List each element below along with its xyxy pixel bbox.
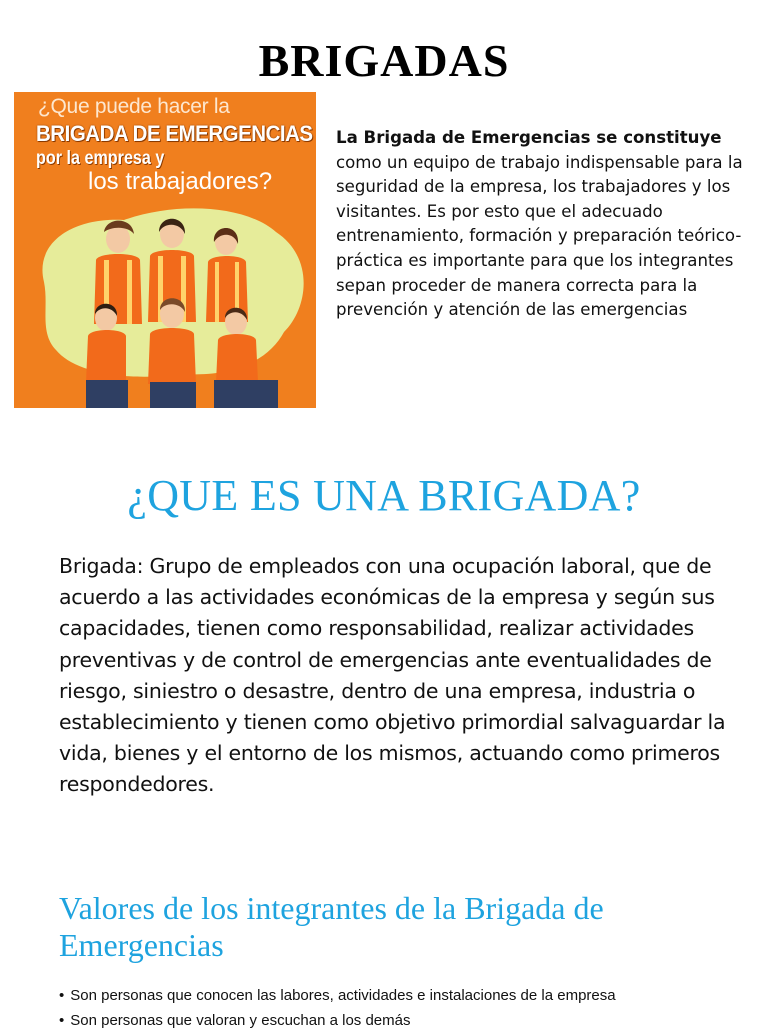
- definition-paragraph: Brigada: Grupo de empleados con una ocupación laboral, que de acuerdo a las actividades económicas de la empresa y según sus capacidades, tienen como responsabilidad, realizar actividades preventivas y de control de emergencias ante eventualidades de riesgo, siniestro o desastre, dentro de una empresa, industria o establecimiento y tienen como objetivo primordial salvaguardar la vida, bienes y el entorno de los mismos, actuando como primeros respondedores.: [59, 554, 726, 797]
- intro-body: como un equipo de trabajo indispensable para la seguridad de la empresa, los trabajadores y los visitantes. Es por esto que el adecuado entrenamiento, formación y preparación teórico-práctica es importante para que los integrantes sepan proceder de manera correcta para la prevención y atención de las emergencias: [336, 152, 743, 320]
- section-heading-what: ¿QUE ES UNA BRIGADA?: [127, 471, 641, 520]
- section-heading-values: Valores de los integrantes de la Brigada de Emergencias: [59, 890, 604, 963]
- poster-line-2: BRIGADA DE EMERGENCIAS: [36, 121, 313, 146]
- poster-line-3: por la empresa y: [36, 148, 165, 169]
- poster-line-4: los trabajadores?: [88, 168, 273, 195]
- poster-line-1: ¿Que puede hacer la: [38, 95, 230, 118]
- intro-bold-lead: La Brigada de Emergencias se constituye: [336, 128, 722, 147]
- page-title: BRIGADAS: [258, 35, 510, 86]
- list-item: • Son personas que conocen las labores, actividades e instalaciones de la empresa: [59, 983, 759, 1008]
- intro-paragraph: [336, 126, 756, 323]
- values-list: [59, 983, 759, 1033]
- brigade-poster-image: [14, 92, 316, 408]
- list-item: • Son personas que valoran y escuchan a los demás: [59, 1008, 759, 1033]
